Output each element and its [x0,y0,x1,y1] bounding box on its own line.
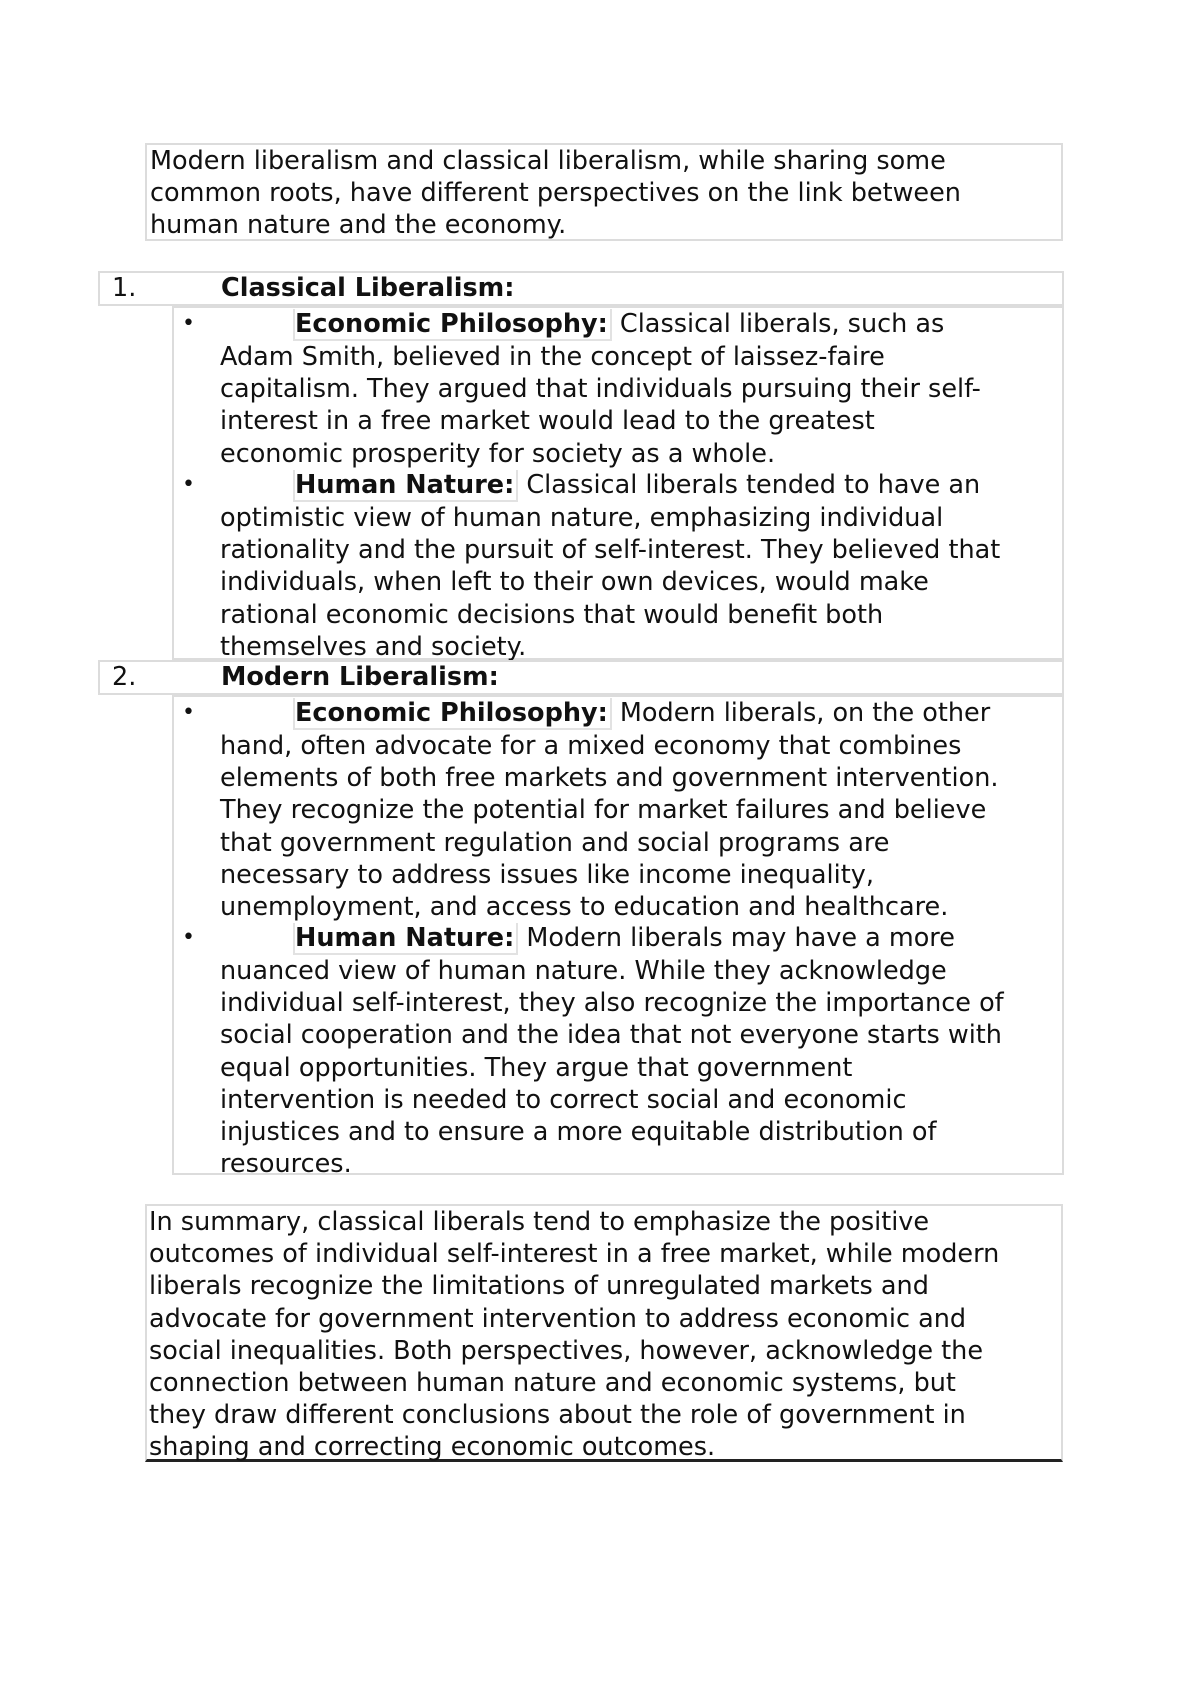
item-line: injustices and to ensure a more equitable distribution of [220,1117,937,1148]
bullet-icon: • [182,925,195,950]
item-line: economic prosperity for society as a whole. [220,438,776,469]
intro-line: Modern liberalism and classical liberalism, while sharing some [150,146,946,176]
item-line: necessary to address issues like income inequality, [220,859,874,890]
item-label: Economic Philosophy: [293,698,612,730]
item-first-line: Classical liberals tended to have an [526,470,981,500]
item-line: rational economic decisions that would benefit both [220,599,884,630]
item-line: nuanced view of human nature. While they acknowledge [220,956,947,986]
bullet-icon: • [182,700,195,725]
bullet-icon: • [182,472,195,497]
section-title: Classical Liberalism: [221,273,515,303]
item-line: equal opportunities. They argue that government [220,1052,853,1083]
summary-line: In summary, classical liberals tend to emphasize the positive [149,1207,930,1237]
item-line: elements of both free markets and government intervention. [220,763,999,794]
section-title: Modern Liberalism: [221,662,499,692]
item-first-line: Modern liberals may have a more [526,923,955,953]
summary-line: outcomes of individual self-interest in a free market, while modern [149,1239,1000,1270]
item-first-line: Modern liberals, on the other [619,698,991,728]
item-line: social cooperation and the idea that not everyone starts with [220,1020,1002,1051]
summary-line: shaping and correcting economic outcomes. [149,1432,716,1463]
item-line: They recognize the potential for market failures and believe [220,795,987,826]
item-line: optimistic view of human nature, emphasizing individual [220,503,944,533]
summary-line: social inequalities. Both perspectives, however, acknowledge the [149,1335,984,1366]
list-item [174,469,1066,663]
item-label: Economic Philosophy: [293,309,612,341]
list-item [174,922,1066,1180]
item-line: rationality and the pursuit of self-interest. They believed that [220,535,1001,566]
section-number: 2. [112,662,137,692]
item-line: interest in a free market would lead to the greatest [220,406,875,437]
section-body-modern [172,695,1064,1180]
item-line: hand, often advocate for a mixed economy that combines [220,731,962,761]
item-line: intervention is needed to correct social and economic [220,1084,907,1115]
list-item [174,308,1066,470]
section-body-classical [172,306,1064,660]
item-label: Human Nature: [293,470,518,502]
item-line: individual self-interest, they also recognize the importance of [220,988,1004,1019]
summary-line: liberals recognize the limitations of unregulated markets and [149,1271,929,1302]
intro-paragraph [145,143,1063,241]
item-line: themselves and society. [220,631,527,662]
summary-paragraph [145,1204,1063,1462]
intro-line: common roots, have different perspectives on the link between [150,178,961,209]
summary-line: they draw different conclusions about the role of government in [149,1400,966,1431]
item-line: that government regulation and social programs are [220,827,890,858]
section-heading-modern [98,660,1064,695]
item-line: resources. [220,1149,352,1180]
item-line: unemployment, and access to education and healthcare. [220,892,949,923]
list-item [174,697,1066,923]
intro-line: human nature and the economy. [150,210,567,241]
item-line: Adam Smith, believed in the concept of laissez-faire [220,342,885,372]
bullet-icon: • [182,311,195,336]
summary-line: advocate for government intervention to address economic and [149,1303,967,1334]
item-label: Human Nature: [293,923,518,955]
item-first-line: Classical liberals, such as [619,309,945,339]
item-line: individuals, when left to their own devices, would make [220,567,929,598]
item-line: capitalism. They argued that individuals pursuing their self- [220,374,981,405]
section-heading-classical [98,271,1064,306]
summary-line: connection between human nature and economic systems, but [149,1368,956,1399]
section-number: 1. [112,273,137,303]
